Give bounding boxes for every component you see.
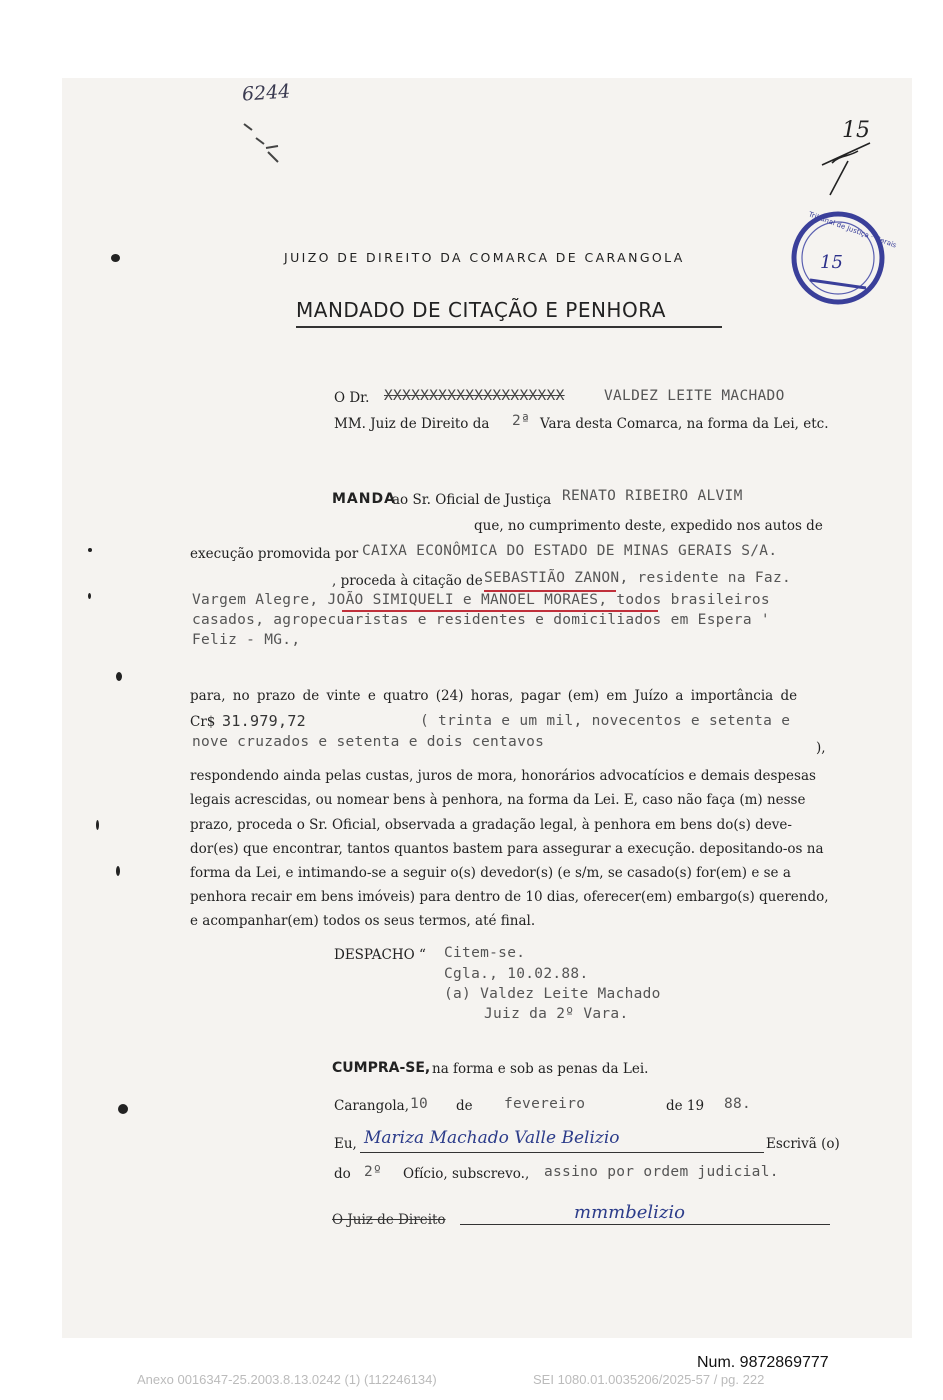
margin-mark [118, 1104, 128, 1114]
escriva-do: do [334, 1166, 351, 1182]
despacho-line1: Citem-se. [444, 945, 526, 961]
court-heading: JUIZO DE DIREITO DA COMARCA DE CARANGOLA [284, 250, 685, 265]
currency: Cr$ [190, 714, 216, 730]
juiz-label: O Juiz de Direito [332, 1212, 446, 1228]
document-number: Num. 9872869777 [697, 1354, 829, 1371]
margin-mark [116, 672, 122, 681]
footer-sei: SEI 1080.01.0035206/2025-57 / pg. 222 [533, 1372, 765, 1387]
extenso-line2: nove cruzados e setenta e dois centavos [192, 734, 545, 750]
document-title: MANDADO DE CITAÇÃO E PENHORA [296, 298, 666, 322]
devedores-line4: Feliz - MG., [192, 632, 301, 648]
devedores-line2: Vargem Alegre, JOÃO SIMIQUELI e MANOEL MORAES, todos brasileiros [192, 592, 770, 608]
oficio-text: Ofício, subscrevo., [403, 1166, 530, 1182]
juiz-signature-line [460, 1224, 830, 1225]
juiz-signature: mmmbelizio [574, 1202, 685, 1223]
escriva-signature: Mariza Machado Valle Belizio [364, 1128, 620, 1148]
despacho-line2: Cgla., 10.02.88. [444, 966, 589, 982]
manda-text2: que, no cumprimento deste, expedido nos autos de [474, 518, 823, 534]
devedores-line1: SEBASTIÃO ZANON, residente na Faz. [484, 570, 792, 586]
footer-anexo: Anexo 0016347-25.2003.8.13.0242 (1) (112246134) [137, 1372, 437, 1387]
cumpra-label: CUMPRA-SE, [332, 1060, 431, 1076]
manda-text3: execução promovida por [190, 546, 359, 562]
margin-mark [116, 866, 120, 876]
body-line: dor(es) que encontrar, tantos quantos bastem para assegurar a execução. depositando-os na [190, 841, 824, 857]
manda-text4: , proceda à citação de [332, 573, 483, 589]
seal-text: Tribunal de Justiça · Gerais [807, 210, 898, 250]
body-line: prazo, proceda o Sr. Oficial, observada a gradação legal, à penhora em bens do(s) deve- [190, 817, 792, 833]
body-line: legais acrescidas, ou nomear bens à penhora, na forma da Lei. E, caso não faça (m) nesse [190, 792, 806, 808]
pagamento-line1: para, no prazo de vinte e quatro (24) horas, pagar (em) em Juízo a importância de [190, 688, 798, 704]
cumpra-text: na forma e sob as penas da Lei. [432, 1061, 649, 1077]
devedores-line3: casados, agropecuaristas e residentes e domiciliados em Espera ' [192, 612, 770, 628]
despacho-label: DESPACHO “ [334, 947, 426, 963]
margin-mark [111, 254, 120, 262]
margin-mark [88, 593, 91, 599]
vara-number: 2ª [512, 413, 531, 429]
page-mark: 15 [842, 118, 870, 143]
title-underline [296, 326, 722, 328]
date-city: Carangola, [334, 1098, 410, 1114]
escriva-eu: Eu, [334, 1136, 357, 1152]
body-line: respondendo ainda pelas custas, juros de mora, honorários advocatícios e demais despesas [190, 768, 816, 784]
body-line: forma da Lei, e intimando-se a seguir o(s) devedor(s) (e s/m, se casado(s) for(em) e se a [190, 865, 791, 881]
date-de2: de 19 [666, 1098, 705, 1114]
body-line: e acompanhar(em) todos os seus termos, até final. [190, 913, 536, 929]
amount: 31.979,72 [222, 712, 306, 730]
signature-line [360, 1152, 764, 1153]
body-line: penhora recair em bens imóveis) para dentro de 10 dias, oferecer(em) embargo(s) querendo, [190, 889, 829, 905]
intro-line2-a: MM. Juiz de Direito da [334, 416, 490, 432]
extenso-close: ), [816, 740, 826, 756]
manda-label: MANDA [332, 491, 396, 507]
judge-name: VALDEZ LEITE MACHADO [604, 388, 785, 404]
despacho-line4: Juiz da 2º Vara. [484, 1006, 629, 1022]
ordem-judicial: assino por ordem judicial. [544, 1164, 779, 1180]
handwritten-number: 6244 [241, 80, 292, 106]
manda-text1: ao Sr. Oficial de Justiça [392, 492, 552, 508]
page-mark-flourish [818, 135, 878, 200]
date-year: 88. [724, 1096, 752, 1112]
date-day: 10 [410, 1096, 429, 1112]
date-de1: de [456, 1098, 473, 1114]
oficio-number: 2º [364, 1164, 383, 1180]
despacho-line3: (a) Valdez Leite Machado [444, 986, 661, 1002]
date-month: fevereiro [504, 1096, 586, 1112]
margin-mark [96, 820, 99, 830]
margin-mark [88, 548, 92, 552]
oficial-name: RENATO RIBEIRO ALVIM [562, 488, 743, 504]
escriva-role: Escrivã (o) [766, 1136, 840, 1152]
seal-number: 15 [820, 252, 843, 273]
staple-mark [238, 118, 288, 168]
intro-o-dr: O Dr. [334, 390, 370, 406]
exequente: CAIXA ECONÔMICA DO ESTADO DE MINAS GERAIS S/A. [362, 543, 778, 559]
extenso-line1: ( trinta e um mil, novecentos e setenta e [420, 713, 791, 729]
intro-line2-b: Vara desta Comarca, na forma da Lei, etc. [540, 416, 829, 432]
struck-text: XXXXXXXXXXXXXXXXXXXX [384, 388, 565, 404]
